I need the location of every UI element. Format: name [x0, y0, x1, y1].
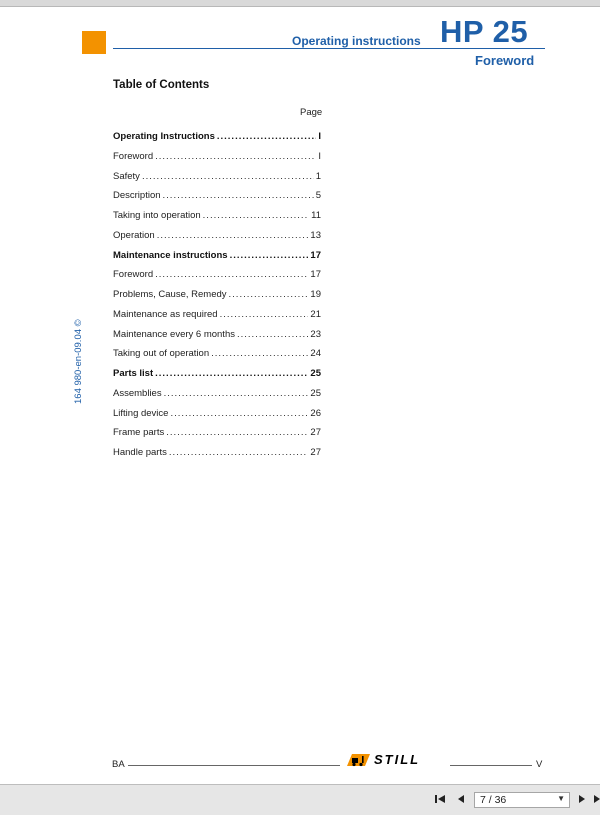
toc-entry-title: Maintenance every 6 months [113, 329, 235, 340]
toc-entry [113, 447, 321, 461]
chevron-down-icon: ▼ [557, 794, 565, 803]
toc-leader-dots [203, 210, 309, 221]
toc-entry-title: Taking into operation [113, 210, 201, 221]
toc-entry [113, 427, 321, 441]
toc-entry-page: 1 [315, 171, 321, 182]
first-page-icon[interactable] [433, 792, 447, 806]
page-indicator: 7 / 36 [480, 794, 507, 806]
toc-leader-dots [211, 348, 308, 359]
toc-entry-page: 13 [310, 230, 321, 241]
toc-entry-title: Maintenance instructions [113, 250, 228, 261]
footer-page-number: V [536, 759, 543, 770]
toc-entry-page: 21 [310, 309, 321, 320]
viewer-top-border [0, 0, 600, 7]
toc-leader-dots [164, 388, 309, 399]
toc-entry-title: Lifting device [113, 408, 169, 419]
toc-entry-title: Assemblies [113, 388, 162, 399]
toc-entry-page: 24 [310, 348, 321, 359]
toc-entry-page: 19 [310, 289, 321, 300]
toc-entry-page: I [318, 151, 321, 162]
toc-entry-page: 17 [310, 269, 321, 280]
header-title: Operating instructions [292, 34, 421, 48]
toc-leader-dots [155, 368, 308, 379]
toc-leader-dots [169, 447, 309, 458]
still-logo [345, 752, 420, 767]
toc-entry [113, 171, 321, 185]
toc-entry-page: 25 [310, 388, 321, 399]
toc-entry [113, 131, 321, 145]
toc-leader-dots [155, 151, 316, 162]
toc-entry-page: 27 [310, 447, 321, 458]
page-column-label: Page [300, 107, 323, 118]
toc-leader-dots [237, 329, 308, 340]
toc-entry-title: Operating Instructions [113, 131, 215, 142]
brand-square [82, 31, 106, 54]
toc-entry [113, 210, 321, 224]
toc-entry-title: Parts list [113, 368, 154, 379]
toc-entry-page: 11 [311, 210, 321, 221]
footer-label: BA [112, 759, 125, 770]
toc-leader-dots [155, 269, 308, 280]
toc-entry [113, 269, 321, 283]
toc-entry-page: 17 [310, 250, 321, 261]
logo-text: STILL [374, 752, 421, 767]
toc-entry-page: I [318, 131, 321, 142]
model-title: HP 25 [440, 14, 529, 49]
toc-entry [113, 368, 321, 382]
toc-entry-page: 27 [310, 427, 321, 438]
toc-entry [113, 348, 321, 362]
toc-leader-dots [229, 289, 309, 300]
toc-entry-title: Frame parts [113, 427, 165, 438]
toc-entry-title: Handle parts [113, 447, 167, 458]
toc-entry-page: 5 [315, 190, 321, 201]
toc-entry [113, 230, 321, 244]
section-title: Foreword [475, 53, 535, 68]
toc-entry-title: Description [113, 190, 161, 201]
toc-leader-dots [166, 427, 308, 438]
toc-entry [113, 151, 321, 165]
next-page-icon[interactable] [575, 792, 589, 806]
document-code: 164 980-en-09.04 © [73, 319, 84, 404]
toc-leader-dots [230, 250, 309, 261]
toc-leader-dots [220, 309, 309, 320]
toc-entry [113, 289, 321, 303]
footer-rule-right [450, 765, 532, 766]
toc-entry-title: Foreword [113, 269, 154, 280]
toc-leader-dots [163, 190, 314, 201]
toc-entry-page: 26 [310, 408, 321, 419]
toc-entry-title: Taking out of operation [113, 348, 210, 359]
toc-entry [113, 309, 321, 323]
toc-leader-dots [157, 230, 309, 241]
toc-entry-title: Problems, Cause, Remedy [113, 289, 227, 300]
footer-rule-left [128, 765, 340, 766]
last-page-icon[interactable] [592, 792, 600, 806]
forklift-logo-icon [345, 753, 371, 767]
toc-entry [113, 329, 321, 343]
toc-entry [113, 250, 321, 264]
toc-entry [113, 388, 321, 402]
toc-entry [113, 190, 321, 204]
toc-entry [113, 408, 321, 422]
toc-leader-dots [170, 408, 308, 419]
toc-entry-title: Foreword [113, 151, 154, 162]
toc-heading: Table of Contents [113, 79, 210, 91]
toc-leader-dots [217, 131, 316, 142]
previous-page-icon[interactable] [454, 792, 468, 806]
page-select[interactable] [474, 792, 570, 808]
toc-entry-page: 25 [310, 368, 321, 379]
toc-entry-title: Operation [113, 230, 155, 241]
toc-entry-page: 23 [310, 329, 321, 340]
toc-leader-dots [142, 171, 314, 182]
toc-entry-title: Maintenance as required [113, 309, 218, 320]
toc-entry-title: Safety [113, 171, 140, 182]
